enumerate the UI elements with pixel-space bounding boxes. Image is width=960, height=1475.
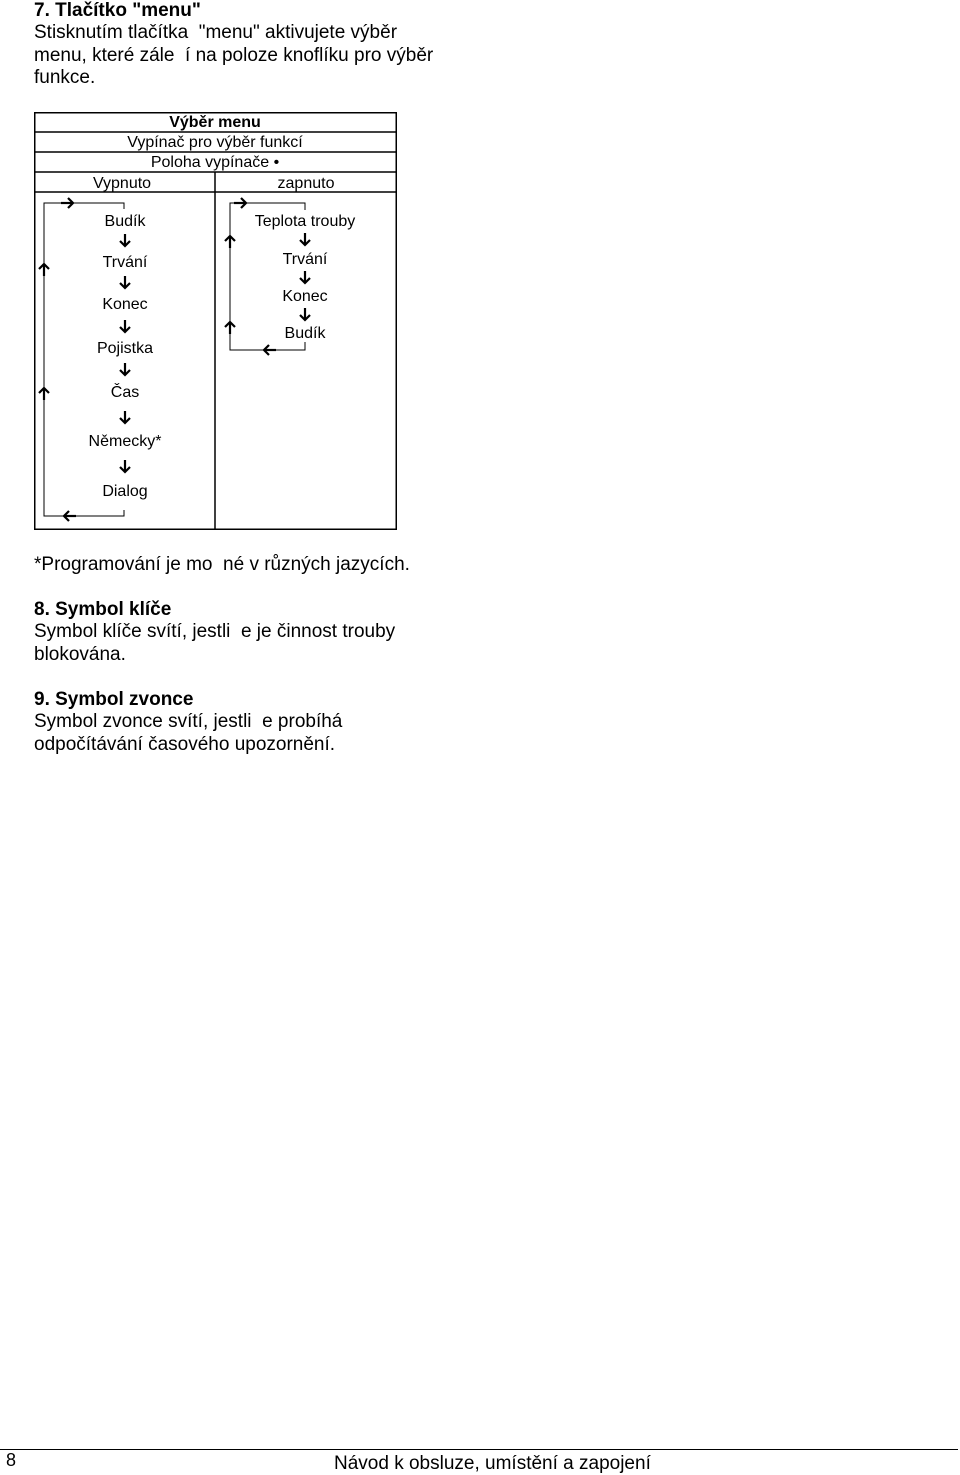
diagram-subtitle-position: Poloha vypínače •: [150, 154, 280, 171]
right-item-oven-temperature: Teplota trouby: [254, 213, 356, 230]
section-9-line: odpočítávání časového upozornění.: [34, 733, 336, 755]
section-8-body: [34, 621, 474, 666]
arrow-up-icon: [225, 236, 235, 248]
section-7-title: 7. Tlačítko "menu": [34, 0, 201, 21]
footnote-text: *Programování je mo né v různých jazycích.: [34, 554, 410, 575]
arrow-down-icon: [120, 320, 130, 332]
column-title-off: Vypnuto: [92, 175, 152, 192]
right-item-duration: Trvání: [282, 251, 328, 268]
section-7-body: [34, 22, 474, 90]
menu-selection-diagram: [34, 112, 397, 530]
arrow-left-icon: [64, 511, 76, 521]
arrow-up-icon: [39, 264, 49, 276]
diagram-title: Výběr menu: [169, 114, 261, 131]
left-item-dialog: Dialog: [102, 483, 148, 500]
section-7-line: funkce.: [34, 67, 96, 88]
section-9-line: Symbol zvonce svítí, jestli e probíhá: [34, 711, 343, 732]
language-footnote: [34, 554, 474, 577]
left-item-end: Konec: [102, 296, 148, 313]
section-8-line: Symbol klíče svítí, jestli e je činnost trouby: [34, 621, 396, 642]
diagram-subtitle-switch: Vypínač pro výběr funkcí: [127, 134, 303, 151]
column-title-on: zapnuto: [277, 175, 335, 192]
arrow-down-icon: [120, 276, 130, 288]
left-item-duration: Trvání: [102, 254, 148, 271]
arrow-down-icon: [120, 234, 130, 246]
arrow-left-icon: [264, 345, 276, 355]
left-item-time: Čas: [110, 384, 140, 401]
arrow-down-icon: [120, 363, 130, 375]
footer-title: Návod k obsluze, umístění a zapojení: [334, 1453, 651, 1474]
page-number: 8: [6, 1450, 17, 1470]
footer-rule: [0, 1449, 958, 1450]
arrow-down-icon: [120, 460, 130, 472]
arrow-right-icon: [234, 198, 246, 208]
arrow-down-icon: [120, 411, 130, 423]
arrow-up-icon: [225, 322, 235, 334]
arrow-down-icon: [300, 308, 310, 320]
section-9-body: [34, 711, 474, 756]
section-9-title: 9. Symbol zvonce: [34, 689, 194, 710]
section-7-line: Stisknutím tlačítka "menu" aktivujete výběr: [34, 22, 398, 43]
left-item-language: Německy*: [88, 433, 162, 450]
section-8-title: 8. Symbol klíče: [34, 599, 172, 620]
section-8-line: blokována.: [34, 643, 126, 665]
arrow-down-icon: [300, 271, 310, 283]
arrow-down-icon: [300, 233, 310, 245]
right-item-end: Konec: [282, 288, 328, 305]
left-item-alarm: Budík: [104, 213, 146, 230]
left-item-safety: Pojistka: [96, 340, 154, 357]
section-7-line: menu, které zále í na poloze knoflíku pro výběr: [34, 44, 434, 66]
right-item-alarm: Budík: [284, 325, 326, 342]
arrow-up-icon: [39, 388, 49, 400]
arrow-right-icon: [61, 198, 73, 208]
left-loop-line: [44, 203, 124, 516]
